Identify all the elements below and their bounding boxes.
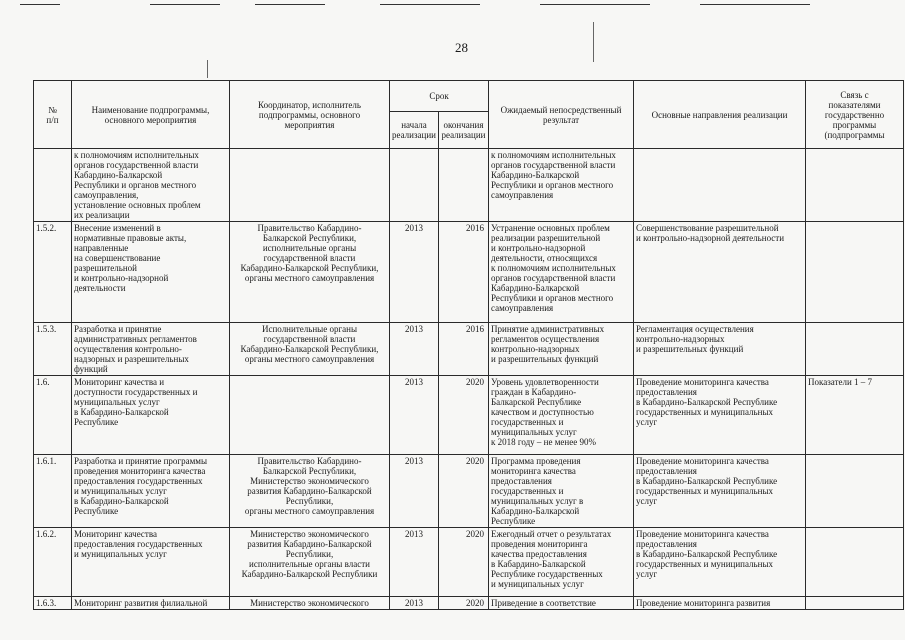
row-coordinator — [230, 376, 390, 455]
row-link — [806, 597, 904, 610]
header-term: Срок — [390, 81, 489, 112]
header-result: Ожидаемый непосредственный результат — [489, 81, 634, 149]
table-row — [34, 222, 904, 323]
top-rule — [255, 4, 325, 5]
row-result: Программа проведения мониторинга качества предоставления государственных и муниципальных услуг в Кабардино-Балкарской Республике — [489, 455, 634, 528]
row-name: Внесение изменений в нормативные правовые акты, направленные на совершенствование разрешительной и контрольно-надзорной деятельности — [72, 222, 230, 323]
header-directions: Основные направления реализации — [634, 81, 806, 149]
row-start: 2013 — [390, 376, 439, 455]
row-start: 2013 — [390, 323, 439, 376]
row-coordinator: Исполнительные органы государственной власти Кабардино-Балкарской Республики, органы местного самоуправления — [230, 323, 390, 376]
row-directions — [634, 149, 806, 222]
row-num: 1.6. — [34, 376, 72, 455]
row-coordinator: Правительство Кабардино- Балкарской Республики, исполнительные органы государственной власти Кабардино-Балкарской Республики, органы местного самоуправления — [230, 222, 390, 323]
row-start: 2013 — [390, 455, 439, 528]
margin-mark — [593, 22, 594, 62]
row-link — [806, 323, 904, 376]
row-end: 2020 — [439, 455, 489, 528]
program-table — [33, 80, 904, 610]
row-num: 1.6.1. — [34, 455, 72, 528]
row-start — [390, 149, 439, 222]
table-row — [34, 376, 904, 455]
row-end: 2020 — [439, 528, 489, 597]
row-num: 1.6.3. — [34, 597, 72, 610]
header-end: окончания реализации — [439, 112, 489, 149]
row-coordinator — [230, 149, 390, 222]
row-coordinator: Правительство Кабардино- Балкарской Республики, Министерство экономического развития Кабардино-Балкарской Республики, органы местного самоуправления — [230, 455, 390, 528]
row-coordinator: Министерство экономического развития Кабардино-Балкарской Республики, исполнительные органы власти Кабардино-Балкарской Республики — [230, 528, 390, 597]
row-end: 2016 — [439, 323, 489, 376]
page-number: 28 — [455, 40, 468, 55]
row-directions: Проведение мониторинга качества предоставления в Кабардино-Балкарской Республике государственных и муниципальных услуг — [634, 528, 806, 597]
top-rule — [700, 4, 810, 5]
row-link — [806, 149, 904, 222]
row-link — [806, 222, 904, 323]
row-name: Разработка и принятие административных регламентов осуществления контрольно- надзорных и разрешительных функций — [72, 323, 230, 376]
table-row — [34, 597, 904, 610]
row-start: 2013 — [390, 528, 439, 597]
top-rule — [20, 4, 60, 5]
row-end — [439, 149, 489, 222]
top-rule — [150, 4, 220, 5]
row-num: 1.5.3. — [34, 323, 72, 376]
row-result: Принятие административных регламентов осуществления контрольно-надзорных и разрешительных функций — [489, 323, 634, 376]
row-result: Уровень удовлетворенности граждан в Кабардино- Балкарской Республике качеством и доступностью государственных и муниципальных услуг к 2018 году – не менее 90% — [489, 376, 634, 455]
row-result: Устранение основных проблем реализации разрешительной и контрольно-надзорной деятельности, относящихся к полномочиям исполнительных органов государственной власти Кабардино-Балкарской Республики и органов местного самоуправления — [489, 222, 634, 323]
top-rule — [540, 4, 650, 5]
row-coordinator: Министерство экономического — [230, 597, 390, 610]
row-num: 1.5.2. — [34, 222, 72, 323]
header-name: Наименование подпрограммы, основного мероприятия — [72, 81, 230, 149]
header-num: № п/п — [34, 81, 72, 149]
row-name: к полномочиям исполнительных органов государственной власти Кабардино-Балкарской Республики и органов местного самоуправления, установление основных проблем их реализации — [72, 149, 230, 222]
row-link — [806, 528, 904, 597]
row-end: 2020 — [439, 597, 489, 610]
row-directions: Проведение мониторинга развития — [634, 597, 806, 610]
table-row — [34, 455, 904, 528]
table-row — [34, 323, 904, 376]
row-directions: Проведение мониторинга качества предоставления в Кабардино-Балкарской Республике государственных и муниципальных услуг — [634, 455, 806, 528]
row-name: Разработка и принятие программы проведения мониторинга качества предоставления государственных и муниципальных услуг в Кабардино-Балкарской Республике — [72, 455, 230, 528]
header-coordinator: Координатор, исполнитель подпрограммы, основного мероприятия — [230, 81, 390, 149]
header-start: начала реализации — [390, 112, 439, 149]
row-end: 2016 — [439, 222, 489, 323]
row-start: 2013 — [390, 222, 439, 323]
row-result: к полномочиям исполнительных органов государственной власти Кабардино-Балкарской Республики и органов местного самоуправления — [489, 149, 634, 222]
top-rule — [380, 4, 480, 5]
row-directions: Проведение мониторинга качества предоставления в Кабардино-Балкарской Республике государственных и муниципальных услуг — [634, 376, 806, 455]
row-start: 2013 — [390, 597, 439, 610]
row-name: Мониторинг качества и доступности государственных и муниципальных услуг в Кабардино-Балкарской Республике — [72, 376, 230, 455]
row-directions: Регламентация осуществления контрольно-надзорных и разрешительных функций — [634, 323, 806, 376]
row-name: Мониторинг качества предоставления государственных и муниципальных услуг — [72, 528, 230, 597]
table-row — [34, 528, 904, 597]
row-result: Ежегодный отчет о результатах проведения мониторинга качества предоставления в Кабардино-Балкарской Республике государственных и муниципальных услуг — [489, 528, 634, 597]
header-link: Связь с показателями государственно программы (подпрограммы — [806, 81, 904, 149]
row-result: Приведение в соответствие — [489, 597, 634, 610]
row-link — [806, 455, 904, 528]
row-name: Мониторинг развития филиальной — [72, 597, 230, 610]
row-num — [34, 149, 72, 222]
row-link: Показатели 1 – 7 — [806, 376, 904, 455]
row-num: 1.6.2. — [34, 528, 72, 597]
row-end: 2020 — [439, 376, 489, 455]
margin-mark — [207, 60, 208, 78]
table-row — [34, 149, 904, 222]
row-directions: Совершенствование разрешительной и контрольно-надзорной деятельности — [634, 222, 806, 323]
